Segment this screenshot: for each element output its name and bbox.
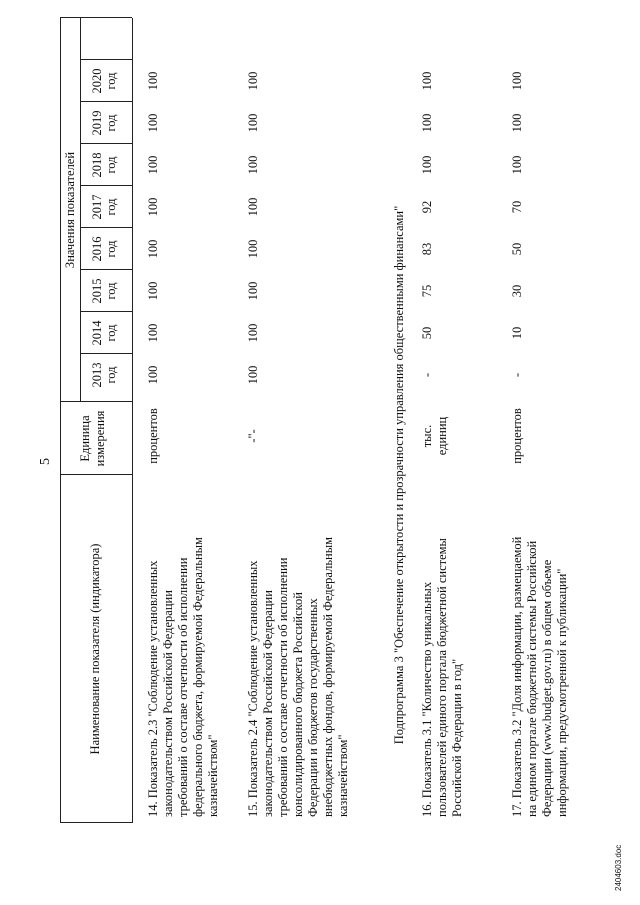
table-row-17-unit: процентов bbox=[510, 408, 524, 464]
header-bottom-border bbox=[132, 18, 133, 823]
table-top-border bbox=[60, 18, 61, 823]
year-word: год bbox=[104, 72, 118, 90]
row-14-value: 100 bbox=[146, 71, 160, 91]
row-17-value: - bbox=[510, 372, 524, 378]
year-number: 2016 bbox=[90, 236, 104, 262]
year-number: 2019 bbox=[90, 110, 104, 136]
year-header bbox=[90, 60, 118, 102]
row-15-value: 100 bbox=[246, 365, 260, 385]
year-word: год bbox=[104, 240, 118, 258]
name-line: 15. Показатель 2.4 "Соблюдение установленных bbox=[246, 560, 260, 817]
year-header bbox=[90, 102, 118, 144]
row-14-value: 100 bbox=[146, 113, 160, 133]
name-line: 14. Показатель 2.3 "Соблюдение установленных bbox=[146, 560, 160, 817]
year-number: 2017 bbox=[90, 194, 104, 220]
table-row-15-unit: -"- bbox=[246, 429, 260, 443]
subprogram-title: Подпрограмма 3 "Обеспечение открытости и прозрачности управления общественными финансами" bbox=[392, 205, 406, 745]
year-number: 2015 bbox=[90, 278, 104, 304]
year-word: год bbox=[104, 198, 118, 216]
row-17-value: 50 bbox=[510, 242, 524, 256]
row-17-value: 100 bbox=[510, 71, 524, 91]
row-15-value: 100 bbox=[246, 281, 260, 301]
row-14-value: 100 bbox=[146, 239, 160, 259]
table-row-16-unit bbox=[420, 399, 450, 473]
year-word: год bbox=[104, 324, 118, 342]
name-line: казначейством" bbox=[336, 734, 350, 817]
year-word: год bbox=[104, 366, 118, 384]
row-14-value: 100 bbox=[146, 281, 160, 301]
unit-line: единиц bbox=[435, 416, 449, 456]
name-line: консолидированного бюджета Российской bbox=[291, 592, 305, 817]
row-16-value: - bbox=[420, 372, 434, 378]
values-header-divider bbox=[80, 18, 81, 402]
year-word: год bbox=[104, 114, 118, 132]
name-line: пользователей единого портала бюджетной системы bbox=[435, 538, 449, 817]
header-unit-line-1: Единица bbox=[78, 415, 92, 462]
year-header bbox=[90, 186, 118, 228]
header-unit-column bbox=[78, 402, 108, 475]
name-line: внебюджетных фондов, формируемой Федеральным bbox=[321, 536, 335, 817]
row-15-value: 100 bbox=[246, 197, 260, 217]
row-17-value: 30 bbox=[510, 284, 524, 298]
row-15-value: 100 bbox=[246, 155, 260, 175]
name-line: требований о составе отчетности об исполнении bbox=[276, 557, 290, 817]
row-16-value: 83 bbox=[420, 242, 434, 256]
year-number: 2020 bbox=[90, 68, 104, 94]
row-15-value: 100 bbox=[246, 323, 260, 343]
name-line: информации, предусмотренной к публикации" bbox=[555, 568, 569, 817]
header-values-column: Значения показателей bbox=[63, 151, 77, 269]
table-row-16-name bbox=[420, 477, 465, 817]
row-16-value: 100 bbox=[420, 71, 434, 91]
row-15-value: 100 bbox=[246, 71, 260, 91]
year-number: 2018 bbox=[90, 152, 104, 178]
name-line: на едином портале бюджетной системы Российской bbox=[525, 540, 539, 817]
row-17-value: 10 bbox=[510, 326, 524, 340]
row-16-value: 75 bbox=[420, 284, 434, 298]
row-16-value: 92 bbox=[420, 200, 434, 214]
name-line: федерального бюджета, формируемой Федеральным bbox=[191, 537, 205, 817]
name-line: законодательством Российской Федерации bbox=[261, 590, 275, 817]
row-17-value: 100 bbox=[510, 155, 524, 175]
year-header bbox=[90, 144, 118, 186]
row-17-value: 100 bbox=[510, 113, 524, 133]
row-14-value: 100 bbox=[146, 155, 160, 175]
name-line: требований о составе отчетности об исполнении bbox=[176, 557, 190, 817]
row-15-value: 100 bbox=[246, 113, 260, 133]
row-14-value: 100 bbox=[146, 365, 160, 385]
name-line: Федерации и бюджетов государственных bbox=[306, 598, 320, 817]
document-code: 2404603.doc bbox=[614, 844, 623, 891]
name-line: 16. Показатель 3.1 "Количество уникальных bbox=[420, 581, 434, 817]
page-number: 5 bbox=[38, 458, 53, 465]
name-line: 17. Показатель 3.2 "Доля информации, размещаемой bbox=[510, 536, 524, 817]
header-unit-line-2: измерения bbox=[93, 410, 107, 467]
year-header bbox=[90, 312, 118, 354]
row-16-value: 100 bbox=[420, 155, 434, 175]
unit-line: тыс. bbox=[420, 424, 434, 448]
year-word: год bbox=[104, 156, 118, 174]
table-row-14-unit: процентов bbox=[146, 408, 160, 464]
year-number: 2013 bbox=[90, 362, 104, 388]
year-word: год bbox=[104, 282, 118, 300]
name-line: законодательством Российской Федерации bbox=[161, 590, 175, 817]
table-row-17-name bbox=[510, 477, 570, 817]
row-14-value: 100 bbox=[146, 323, 160, 343]
year-number: 2014 bbox=[90, 320, 104, 346]
row-14-value: 100 bbox=[146, 197, 160, 217]
row-16-value: 50 bbox=[420, 326, 434, 340]
name-line: казначейством" bbox=[206, 734, 220, 817]
row-17-value: 70 bbox=[510, 200, 524, 214]
row-16-value: 100 bbox=[420, 113, 434, 133]
year-header bbox=[90, 354, 118, 396]
table-row-15-name bbox=[246, 477, 351, 817]
row-15-value: 100 bbox=[246, 239, 260, 259]
table-row-14-name bbox=[146, 477, 221, 817]
name-line: Российской Федерации в год" bbox=[450, 658, 464, 817]
year-header bbox=[90, 228, 118, 270]
name-line: Федерации (www.budget.gov.ru) в общем объеме bbox=[540, 559, 554, 817]
year-header bbox=[90, 270, 118, 312]
header-name-column: Наименование показателя (индикатора) bbox=[88, 543, 102, 755]
